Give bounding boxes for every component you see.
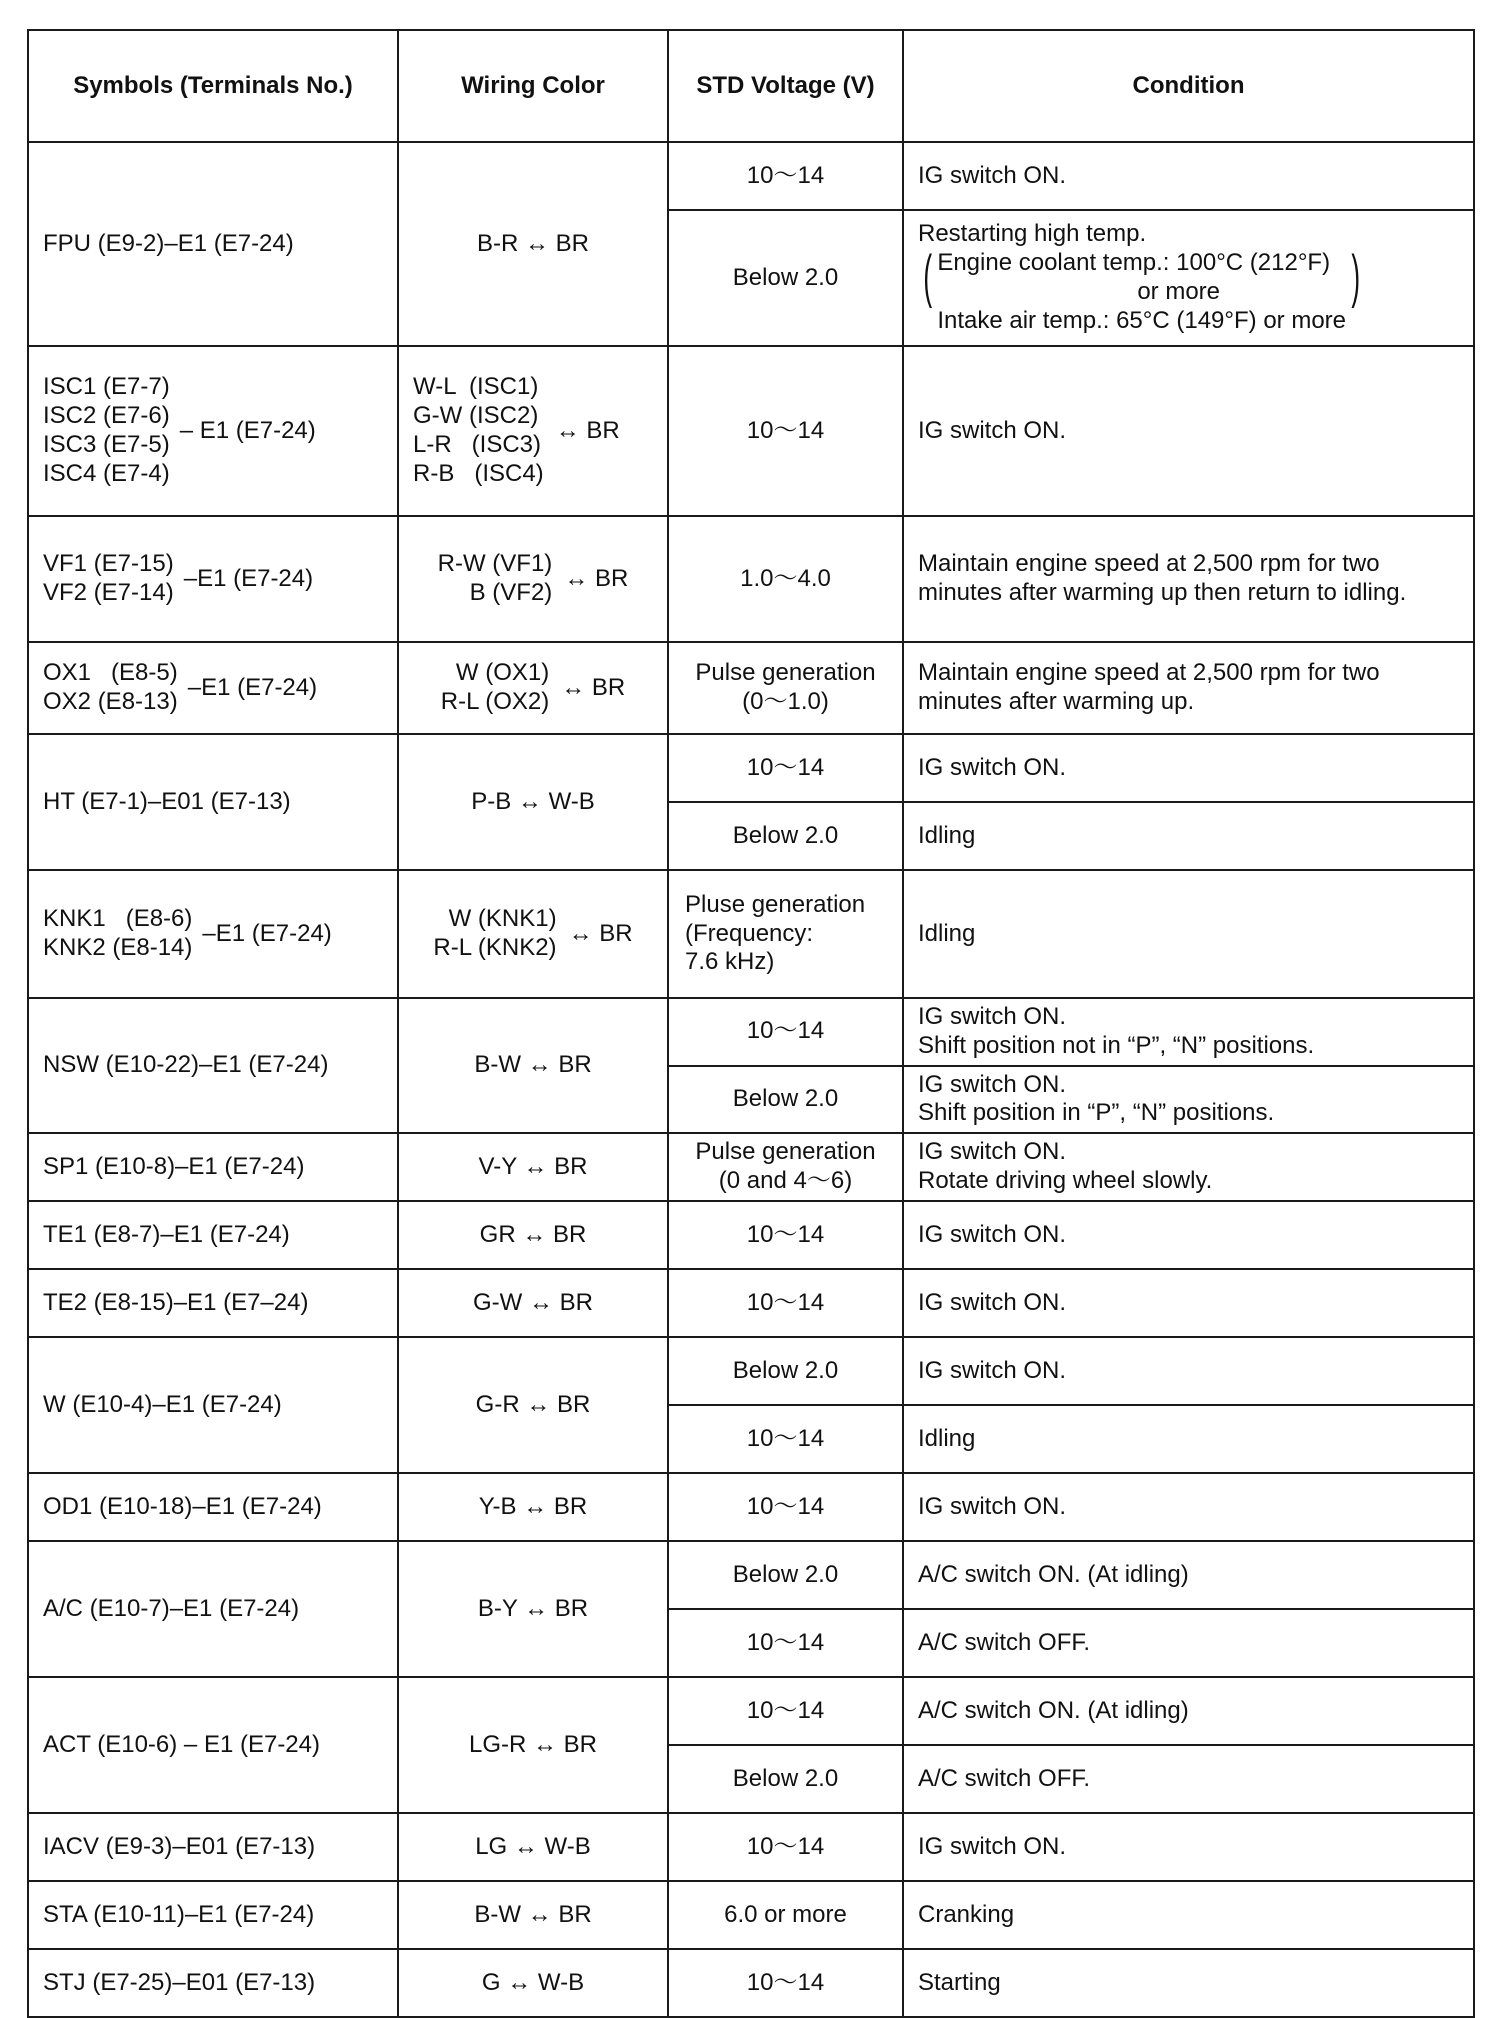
- wiring-cell: [398, 516, 668, 642]
- symbol-cell: ACT (E10-6) – E1 (E7-24): [28, 1677, 398, 1813]
- wiring-join: ↔ BR: [568, 919, 633, 947]
- voltage-line: (0～1.0): [742, 688, 829, 715]
- condition-line: Engine coolant temp.: 100°C (212°F): [937, 249, 1331, 277]
- voltage-cell: 10～14: [668, 1813, 903, 1881]
- wiring-join: ↔ BR: [564, 564, 629, 592]
- condition-cell: IG switch ON.: [903, 1201, 1474, 1269]
- symbol-cell: [28, 516, 398, 642]
- condition-cell: Idling: [903, 870, 1474, 998]
- table-row: [28, 642, 1474, 734]
- wiring-cell: G-W ↔ BR: [398, 1269, 668, 1337]
- table-row: [28, 142, 1474, 210]
- voltage-cell: 10～14: [668, 1677, 903, 1745]
- symbol-line: ISC3 (E7-5): [43, 431, 170, 458]
- symbol-line: KNK1 (E8-6): [43, 905, 193, 933]
- voltage-cell: [668, 642, 903, 734]
- symbol-line: OX2 (E8-13): [43, 688, 178, 715]
- condition-cell: IG switch ON.: [903, 1473, 1474, 1541]
- symbol-cell: STA (E10-11)–E1 (E7-24): [28, 1881, 398, 1949]
- voltage-line: 7.6 kHz): [685, 948, 775, 976]
- wiring-cell: B-W ↔ BR: [398, 998, 668, 1133]
- condition-cell: IG switch ON.: [903, 346, 1474, 516]
- voltage-cell: Below 2.0: [668, 1337, 903, 1405]
- voltage-cell: 10～14: [668, 1949, 903, 2017]
- condition-line: or more: [1137, 278, 1221, 305]
- voltage-cell: 10～14: [668, 1473, 903, 1541]
- terminal-voltage-table: [27, 29, 1475, 2018]
- left-paren-glyph: (: [923, 244, 933, 310]
- wiring-cell: B-R ↔ BR: [398, 142, 668, 346]
- symbol-cell: W (E10-4)–E1 (E7-24): [28, 1337, 398, 1473]
- symbol-cell: TE2 (E8-15)–E1 (E7–24): [28, 1269, 398, 1337]
- voltage-cell: Below 2.0: [668, 1066, 903, 1134]
- header-symbols: Symbols (Terminals No.): [28, 30, 398, 142]
- table-row: [28, 1269, 1474, 1337]
- condition-cell: Maintain engine speed at 2,500 rpm for two minutes after warming up then return to idling.: [903, 516, 1474, 642]
- symbol-join: – E1 (E7-24): [179, 416, 316, 444]
- header-wiring-color: Wiring Color: [398, 30, 668, 142]
- symbol-join: –E1 (E7-24): [187, 673, 318, 701]
- voltage-cell: Below 2.0: [668, 1541, 903, 1609]
- condition-cell: Starting: [903, 1949, 1474, 2017]
- condition-cell: [903, 210, 1474, 346]
- wiring-join: ↔ BR: [561, 673, 626, 701]
- condition-cell: [903, 1133, 1474, 1201]
- voltage-cell: Below 2.0: [668, 1745, 903, 1813]
- voltage-cell: [668, 1133, 903, 1201]
- voltage-cell: Below 2.0: [668, 802, 903, 870]
- condition-cell: A/C switch OFF.: [903, 1745, 1474, 1813]
- symbol-cell: FPU (E9-2)–E1 (E7-24): [28, 142, 398, 346]
- wiring-cell: LG ↔ W-B: [398, 1813, 668, 1881]
- wiring-line: B (VF2): [469, 579, 553, 606]
- wiring-cell: B-W ↔ BR: [398, 1881, 668, 1949]
- condition-line: Restarting high temp.: [918, 220, 1147, 248]
- symbol-cell: STJ (E7-25)–E01 (E7-13): [28, 1949, 398, 2017]
- condition-cell: Maintain engine speed at 2,500 rpm for two minutes after warming up.: [903, 642, 1474, 734]
- wiring-cell: [398, 870, 668, 998]
- voltage-line: Pulse generation: [695, 659, 876, 687]
- symbol-line: ISC2 (E7-6): [43, 402, 170, 430]
- table-row: [28, 1881, 1474, 1949]
- symbol-join: –E1 (E7-24): [202, 919, 332, 947]
- symbol-cell: [28, 642, 398, 734]
- condition-cell: IG switch ON.: [903, 1337, 1474, 1405]
- condition-cell: IG switch ON.: [903, 1813, 1474, 1881]
- wiring-line: G-W (ISC2): [413, 402, 539, 430]
- right-paren-glyph: ): [1351, 244, 1361, 310]
- condition-cell: Idling: [903, 802, 1474, 870]
- condition-line: IG switch ON.: [918, 1070, 1067, 1098]
- symbol-line: VF2 (E7-14): [43, 579, 174, 606]
- symbol-line: ISC4 (E7-4): [43, 459, 170, 487]
- symbol-line: OX1 (E8-5): [43, 659, 178, 687]
- wiring-cell: [398, 642, 668, 734]
- table-row: [28, 1949, 1474, 2017]
- table-row: [28, 1201, 1474, 1269]
- symbol-cell: SP1 (E10-8)–E1 (E7-24): [28, 1133, 398, 1201]
- symbol-join: –E1 (E7-24): [183, 564, 314, 592]
- table-row: [28, 998, 1474, 1066]
- table-row: [28, 1677, 1474, 1745]
- condition-bracket-group: [918, 244, 1459, 335]
- condition-line: IG switch ON.: [918, 1003, 1067, 1030]
- wiring-cell: V-Y ↔ BR: [398, 1133, 668, 1201]
- condition-cell: A/C switch OFF.: [903, 1609, 1474, 1677]
- symbol-cell: NSW (E10-22)–E1 (E7-24): [28, 998, 398, 1133]
- wiring-cell: G ↔ W-B: [398, 1949, 668, 2017]
- condition-line: Shift position in “P”, “N” positions.: [918, 1099, 1275, 1127]
- wiring-line: R-W (VF1): [437, 550, 553, 578]
- table-row: [28, 1473, 1474, 1541]
- symbol-cell: IACV (E9-3)–E01 (E7-13): [28, 1813, 398, 1881]
- symbol-cell: TE1 (E8-7)–E1 (E7-24): [28, 1201, 398, 1269]
- symbol-cell: HT (E7-1)–E01 (E7-13): [28, 734, 398, 870]
- table-row: [28, 1133, 1474, 1201]
- wiring-cell: P-B ↔ W-B: [398, 734, 668, 870]
- wiring-line: W-L (ISC1): [413, 373, 539, 401]
- condition-line: Shift position not in “P”, “N” positions.: [918, 1031, 1315, 1059]
- wiring-line: R-L (OX2): [440, 688, 550, 715]
- table-row: [28, 1541, 1474, 1609]
- wiring-cell: [398, 346, 668, 516]
- header-condition: Condition: [903, 30, 1474, 142]
- condition-cell: Idling: [903, 1405, 1474, 1473]
- condition-cell: IG switch ON.: [903, 734, 1474, 802]
- voltage-line: (0 and 4～6): [718, 1167, 853, 1195]
- voltage-cell: 10～14: [668, 142, 903, 210]
- header-std-voltage: STD Voltage (V): [668, 30, 903, 142]
- symbol-cell: OD1 (E10-18)–E1 (E7-24): [28, 1473, 398, 1541]
- wiring-cell: Y-B ↔ BR: [398, 1473, 668, 1541]
- symbol-line: ISC1 (E7-7): [43, 373, 170, 401]
- condition-cell: A/C switch ON. (At idling): [903, 1541, 1474, 1609]
- voltage-line: (Frequency:: [685, 919, 814, 947]
- table-row: [28, 870, 1474, 998]
- voltage-cell: [668, 870, 903, 998]
- condition-cell: IG switch ON.: [903, 142, 1474, 210]
- wiring-line: R-B (ISC4): [413, 459, 544, 487]
- wiring-line: W (KNK1): [448, 905, 557, 933]
- wiring-line: L-R (ISC3): [413, 431, 542, 458]
- condition-cell: [903, 998, 1474, 1066]
- condition-cell: IG switch ON.: [903, 1269, 1474, 1337]
- wiring-cell: LG-R ↔ BR: [398, 1677, 668, 1813]
- table-row: [28, 1337, 1474, 1405]
- wiring-cell: GR ↔ BR: [398, 1201, 668, 1269]
- condition-line: IG switch ON.: [918, 1138, 1067, 1166]
- table-row: [28, 1813, 1474, 1881]
- condition-cell: Cranking: [903, 1881, 1474, 1949]
- symbol-cell: [28, 870, 398, 998]
- voltage-cell: 1.0～4.0: [668, 516, 903, 642]
- voltage-cell: 10～14: [668, 734, 903, 802]
- voltage-cell: 10～14: [668, 998, 903, 1066]
- condition-line: Rotate driving wheel slowly.: [918, 1167, 1213, 1195]
- condition-line: Intake air temp.: 65°C (149°F) or more: [937, 306, 1347, 334]
- voltage-cell: 10～14: [668, 1269, 903, 1337]
- symbol-cell: [28, 346, 398, 516]
- table-row: [28, 734, 1474, 802]
- symbol-line: KNK2 (E8-14): [43, 934, 193, 961]
- header-row: [28, 30, 1474, 142]
- condition-cell: [903, 1066, 1474, 1134]
- voltage-cell: 10～14: [668, 346, 903, 516]
- wiring-cell: G-R ↔ BR: [398, 1337, 668, 1473]
- table-row: [28, 346, 1474, 516]
- wiring-join: ↔ BR: [555, 416, 620, 444]
- wiring-cell: B-Y ↔ BR: [398, 1541, 668, 1677]
- symbol-line: VF1 (E7-15): [43, 550, 174, 578]
- voltage-cell: 10～14: [668, 1405, 903, 1473]
- voltage-cell: Below 2.0: [668, 210, 903, 346]
- voltage-cell: 6.0 or more: [668, 1881, 903, 1949]
- wiring-line: R-L (KNK2): [433, 934, 557, 961]
- voltage-line: Pluse generation: [685, 890, 866, 918]
- voltage-cell: 10～14: [668, 1609, 903, 1677]
- symbol-cell: A/C (E10-7)–E1 (E7-24): [28, 1541, 398, 1677]
- voltage-line: Pulse generation: [695, 1138, 876, 1166]
- table-row: [28, 516, 1474, 642]
- wiring-line: W (OX1): [455, 659, 550, 687]
- condition-cell: A/C switch ON. (At idling): [903, 1677, 1474, 1745]
- voltage-cell: 10～14: [668, 1201, 903, 1269]
